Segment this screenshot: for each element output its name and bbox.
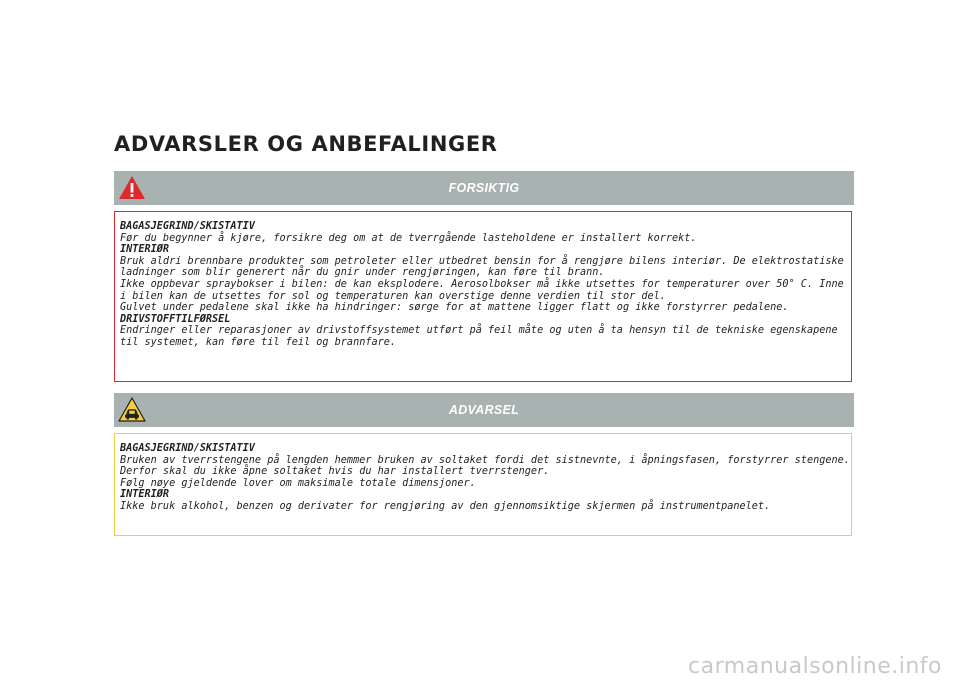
- warning-paragraph: Bruken av tverrstengene på lengden hemmer bruken av soltaket fordi det sistnevnte, i åpningsfasen, forstyrrer stengene.: [120, 454, 850, 466]
- warning-banner: [114, 393, 854, 427]
- caution-banner-label: FORSIKTIG: [448, 181, 520, 195]
- warning-box: [114, 433, 852, 536]
- watermark: carmanualsonline.info: [688, 654, 942, 679]
- warning-banner-label: ADVARSEL: [448, 403, 520, 417]
- warning-paragraph: Derfor skal du ikke åpne soltaket hvis du har installert tverrstenger.: [120, 466, 550, 478]
- warning-heading-roof-rack: BAGASJEGRIND/SKISTATIV: [120, 443, 255, 454]
- caution-heading-fuel-supply: DRIVSTOFFTILFØRSEL: [120, 313, 231, 325]
- warning-paragraph: Ikke bruk alkohol, benzen og derivater for rengjøring av den gjennomsiktige skjermen på instrumentpanelet.: [120, 500, 771, 512]
- caution-paragraph: Ikke oppbevar spraybokser i bilen: de kan eksplodere. Aerosolbokser må ikke utsettes for temperaturer over 50° C. Inne i bilen kan de utsettes for sol og temperaturen kan overstige denne verdien til stor del.: [120, 278, 844, 302]
- caution-banner: [114, 171, 854, 205]
- caution-paragraph: Endringer eller reparasjoner av drivstoffsystemet utført på feil måte og uten å ta hensyn til de tekniske egenskapene til systemet, kan føre til feil og brannfare.: [120, 325, 838, 348]
- caution-box: [114, 211, 852, 382]
- page-title: ADVARSLER OG ANBEFALINGER: [114, 132, 498, 156]
- caution-paragraph: Gulvet under pedalene skal ikke ha hindringer: sørge for at mattene ligger flatt og ikke forstyrrer pedalene.: [120, 302, 789, 314]
- caution-heading-roof-rack: BAGASJEGRIND/SKISTATIV: [120, 221, 255, 232]
- caution-paragraph: Bruk aldri brennbare produkter som petroleter eller utbedret bensin for å rengjøre bilens interiør. De elektrostatiske ladninger som blir generert når du gnir under rengjøringen, kan føre til brann.: [120, 255, 844, 279]
- warning-paragraph: Følg nøye gjeldende lover om maksimale totale dimensjoner.: [120, 477, 476, 489]
- caution-heading-interior: INTERIØR: [120, 244, 170, 256]
- warning-heading-interior: INTERIØR: [120, 489, 170, 501]
- caution-paragraph: Før du begynner å kjøre, forsikre deg om at de tverrgående lasteholdene er installert korrekt.: [120, 232, 697, 244]
